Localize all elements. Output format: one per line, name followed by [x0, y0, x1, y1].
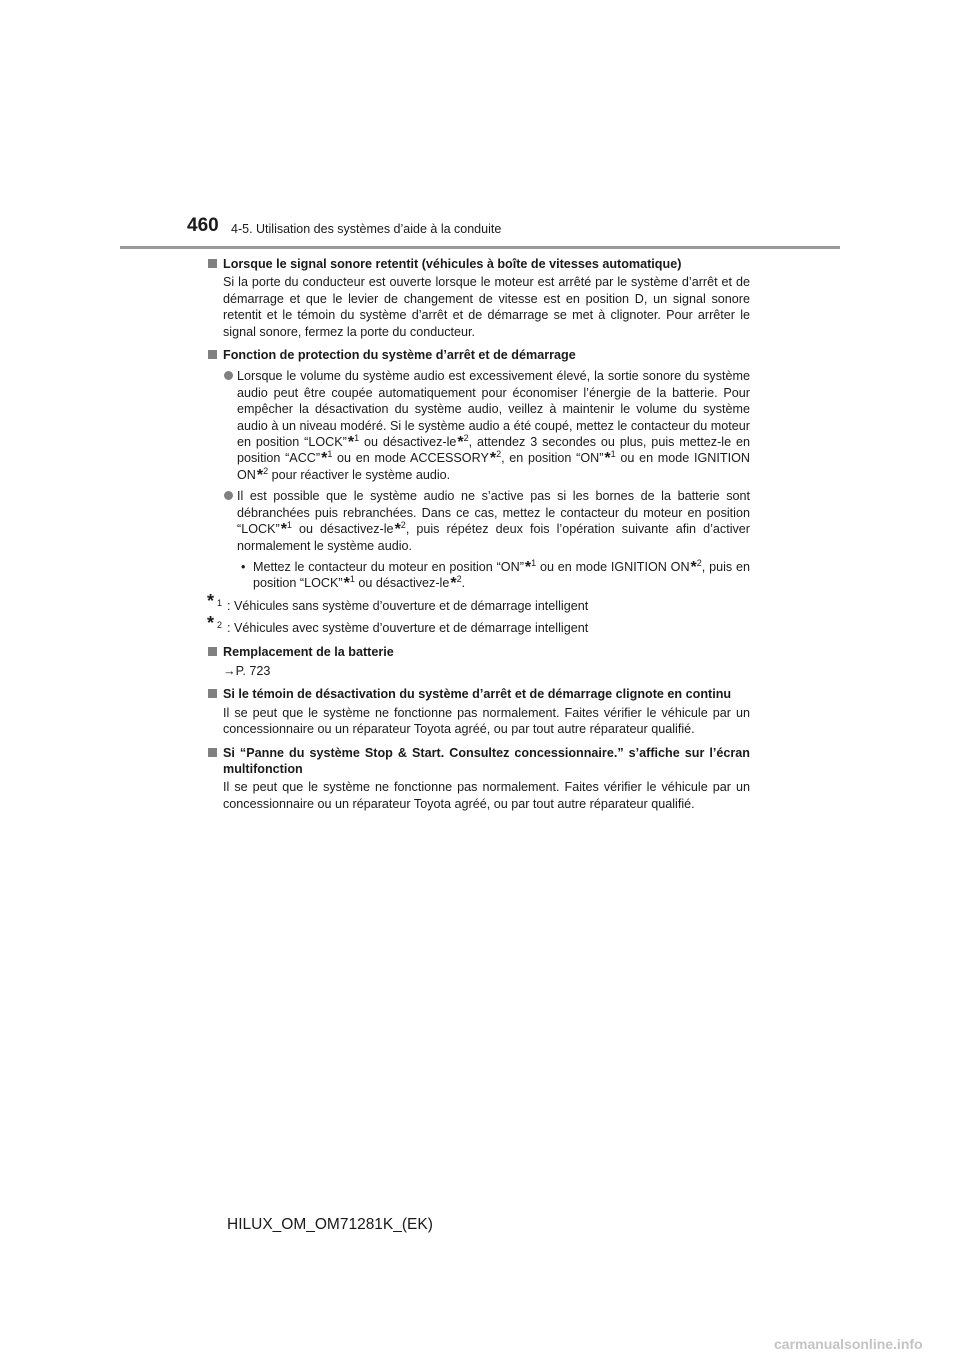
- document-code: HILUX_OM_OM71281K_(EK): [227, 1216, 433, 1233]
- footnote-text: : Véhicules avec système d’ouverture et de démarrage intelligent: [227, 621, 589, 636]
- page-number: 460: [187, 215, 219, 236]
- round-bullet-icon: [224, 371, 233, 380]
- heading-remplacement-batterie: Remplacement de la batterie: [207, 644, 750, 660]
- footnote-star: *: [207, 613, 215, 634]
- heading-signal-sonore: Lorsque le signal sonore retentit (véhicules à boîte de vitesses automatique): [207, 256, 750, 272]
- footnote-text: : Véhicules sans système d’ouverture et de démarrage intelligent: [227, 598, 589, 613]
- square-bullet-icon: [208, 748, 217, 757]
- round-bullet-icon: [224, 491, 233, 500]
- list-item-volume-audio: Lorsque le volume du système audio est excessivement élevé, la sortie sonore du système audio peut être coupée automatiquement pour économiser l’énergie de la batterie. Pour empêcher la désactivation du système audio, veillez à maintenir le volume du système audio à un niveau modéré. Si le système audio a été coupé, mettez le contacteur du moteur en position “LOCK”*$^1$ ou désactivez-le*$^2$, attendez 3 secondes ou plus, puis mettez-le en position “ACC”*$^1$ ou en mode ACCESSORY*$^2$, en position “ON”*$^1$ ou en mode IGNITION ON*$^2$ pour réactiver le système audio.: [207, 368, 750, 483]
- paragraph-signal-sonore: Si la porte du conducteur est ouverte lorsque le moteur est arrêté par le système d’arrêt et de démarrage et que le levier de changement de vitesse est en position D, un signal sonore retentit et le témoin du système d’arrêt et de démarrage se met à clignoter. Pour arrêter le signal sonore, fermez la porte du conducteur.: [223, 275, 750, 339]
- page-content: [207, 256, 750, 812]
- footnote-star: *: [207, 590, 215, 611]
- heading-fonction-protection: Fonction de protection du système d’arrêt et de démarrage: [207, 347, 750, 363]
- square-bullet-icon: [208, 259, 217, 268]
- heading-temoin-clignote: Si le témoin de désactivation du système d’arrêt et de démarrage clignote en continu: [207, 686, 750, 702]
- list-item-bornes-batterie: Il est possible que le système audio ne s’active pas si les bornes de la batterie sont débranchées puis rebranchées. Dans ce cas, mettez le contacteur du moteur en position “LOCK”*$^1$ ou désactivez-le*$^2$, puis répétez deux fois l’opération suivante afin d’activer normalement le système audio.: [207, 488, 750, 554]
- paragraph-panne-stop-start: Il se peut que le système ne fonctionne pas normalement. Faites vérifier le véhicule par un concessionnaire ou un réparateur Toyota agréé, ou par tout autre réparateur qualifié.: [223, 780, 750, 811]
- square-bullet-icon: [208, 350, 217, 359]
- heading-panne-stop-start: Si “Panne du système Stop & Start. Consultez concessionnaire.” s’affiche sur l’écran multifonction: [207, 745, 750, 778]
- watermark-text: carmanualsonline.info: [774, 1336, 923, 1352]
- sub-bullet-mark: •: [241, 559, 246, 574]
- footnote-number: 2: [217, 620, 223, 631]
- square-bullet-icon: [208, 647, 217, 656]
- footnote-2: [207, 613, 750, 636]
- page-header: [0, 210, 960, 250]
- footnote-number: 1: [217, 597, 223, 608]
- header-divider: [120, 246, 840, 249]
- footnote-1: [207, 590, 750, 614]
- square-bullet-icon: [208, 689, 217, 698]
- paragraph-temoin-clignote: Il se peut que le système ne fonctionne pas normalement. Faites vérifier le véhicule par un concessionnaire ou un réparateur Toyota agréé, ou par tout autre réparateur qualifié.: [223, 705, 750, 737]
- page-reference-link[interactable]: →P. 723: [223, 663, 271, 678]
- section-title: 4-5. Utilisation des systèmes d’aide à la conduite: [231, 222, 502, 236]
- sub-list-item-procedure: • Mettez le contacteur du moteur en position “ON”*$^1$ ou en mode IGNITION ON*$^2$, puis en position “LOCK”*$^1$ ou désactivez-le*$^2$.: [241, 557, 751, 593]
